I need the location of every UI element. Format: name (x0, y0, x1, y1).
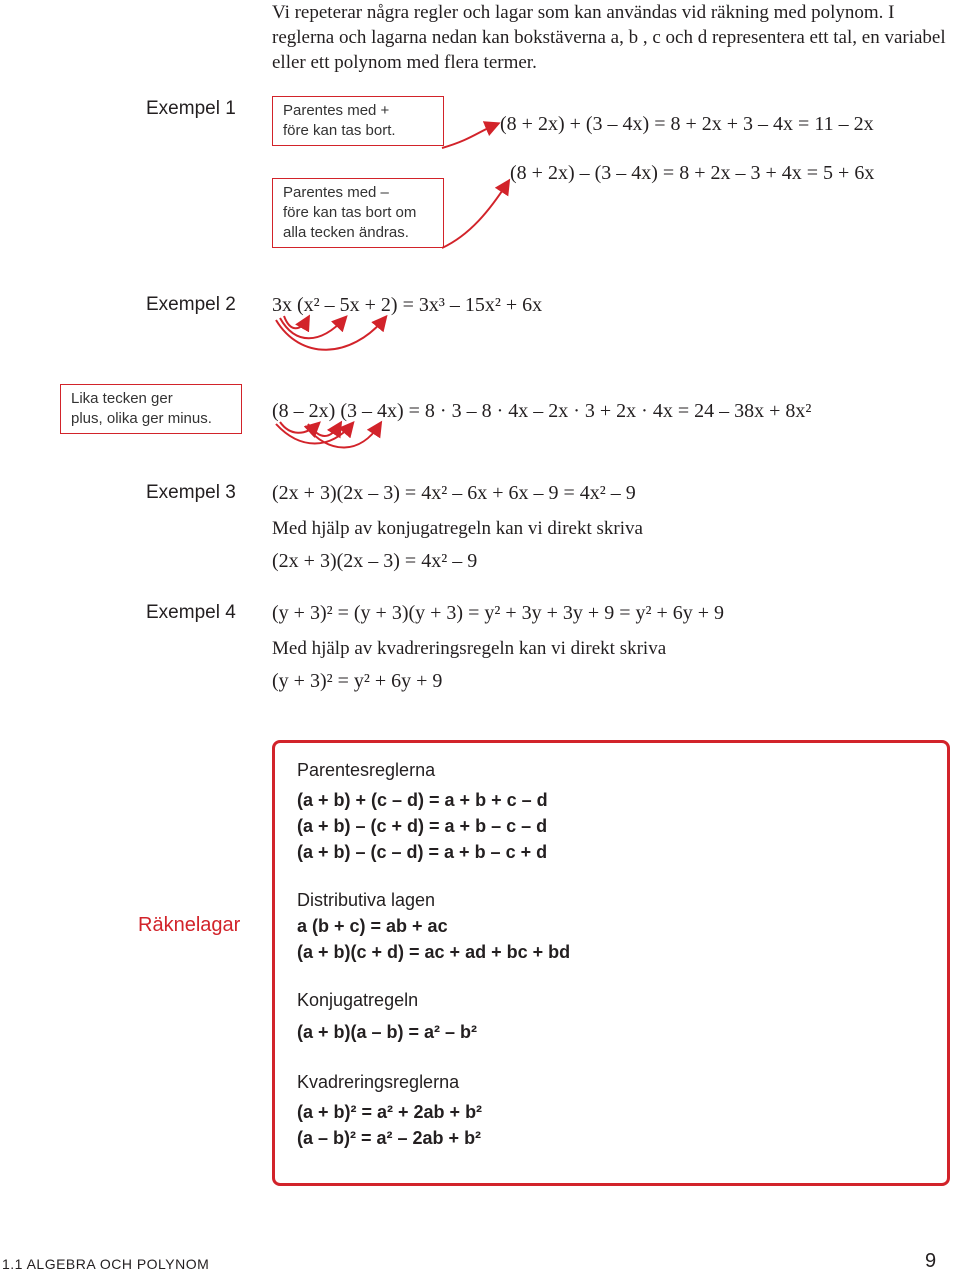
rule-line: (a + b)² = a² + 2ab + b² (297, 1102, 483, 1122)
arrow-note2-to-eq2 (442, 182, 508, 248)
example-1-equation-2: (8 + 2x) – (3 – 4x) = 8 + 2x – 3 + 4x = 5 + 6x (510, 162, 875, 184)
example-1-label: Exempel 1 (146, 98, 236, 119)
arrow-binom-1 (280, 422, 318, 433)
arrow-dist-1 (284, 316, 308, 328)
note-minus-parentheses: Parentes med – före kan tas bort om alla tecken ändras. (272, 178, 444, 248)
example-3-equation-2: (2x + 3)(2x – 3) = 4x² – 9 (272, 550, 478, 572)
rule-line: (a + b) + (c – d) = a + b + c – d (297, 790, 548, 810)
intro-paragraph: Vi repeterar några regler och lagar som kan användas vid räkning med polynom. I reglerna och lagarna nedan kan bokstäverna a, b , c och d representera ett tal, en variabel eller ett polynom med flera termer. (272, 2, 946, 73)
example-4-text: Med hjälp av kvadreringsregeln kan vi direkt skriva (272, 638, 667, 659)
note-plus-parentheses: Parentes med + före kan tas bort. (272, 96, 444, 146)
rule-line: (a + b) – (c – d) = a + b – c + d (297, 842, 548, 862)
rules-side-label: Räknelagar (138, 914, 241, 936)
rule-line: (a – b)² = a² – 2ab + b² (297, 1128, 482, 1148)
example-4-equation-2: (y + 3)² = y² + 6y + 9 (272, 670, 443, 692)
example-3-text: Med hjälp av konjugatregeln kan vi direkt skriva (272, 518, 643, 539)
rule-line: (a + b) – (c + d) = a + b – c – d (297, 816, 548, 836)
rule-title-parentes: Parentesreglerna (297, 760, 436, 780)
rule-line: (a + b)(c + d) = ac + ad + bc + bd (297, 942, 571, 962)
example-2-equation-2: (8 – 2x) (3 – 4x) = 8 · 3 – 8 · 4x – 2x · 3 + 2x · 4x = 24 – 38x + 8x² (272, 400, 812, 422)
example-3-equation-1: (2x + 3)(2x – 3) = 4x² – 6x + 6x – 9 = 4x² – 9 (272, 482, 636, 504)
footer-section-title: 1.1 ALGEBRA OCH POLYNOM (2, 1256, 210, 1272)
example-2-equation-1: 3x (x² – 5x + 2) = 3x³ – 15x² + 6x (272, 294, 543, 316)
example-3-label: Exempel 3 (146, 482, 236, 503)
example-1-equation-1: (8 + 2x) + (3 – 4x) = 8 + 2x + 3 – 4x = 11 – 2x (500, 113, 874, 135)
note-sign-rule: Lika tecken ger plus, olika ger minus. (60, 384, 242, 434)
example-2-label: Exempel 2 (146, 294, 236, 315)
rule-title-distributiva: Distributiva lagen (297, 890, 436, 910)
page-number: 9 (925, 1250, 937, 1272)
rule-title-kvadrering: Kvadreringsreglerna (297, 1072, 460, 1092)
example-4-equation-1: (y + 3)² = (y + 3)(y + 3) = y² + 3y + 3y + 9 = y² + 6y + 9 (272, 602, 725, 624)
example-4-label: Exempel 4 (146, 602, 236, 623)
rule-line: a (b + c) = ab + ac (297, 916, 448, 936)
arrow-note1-to-eq1 (442, 124, 497, 148)
rule-title-konjugat: Konjugatregeln (297, 990, 419, 1010)
rule-line: (a + b)(a – b) = a² – b² (297, 1022, 478, 1042)
